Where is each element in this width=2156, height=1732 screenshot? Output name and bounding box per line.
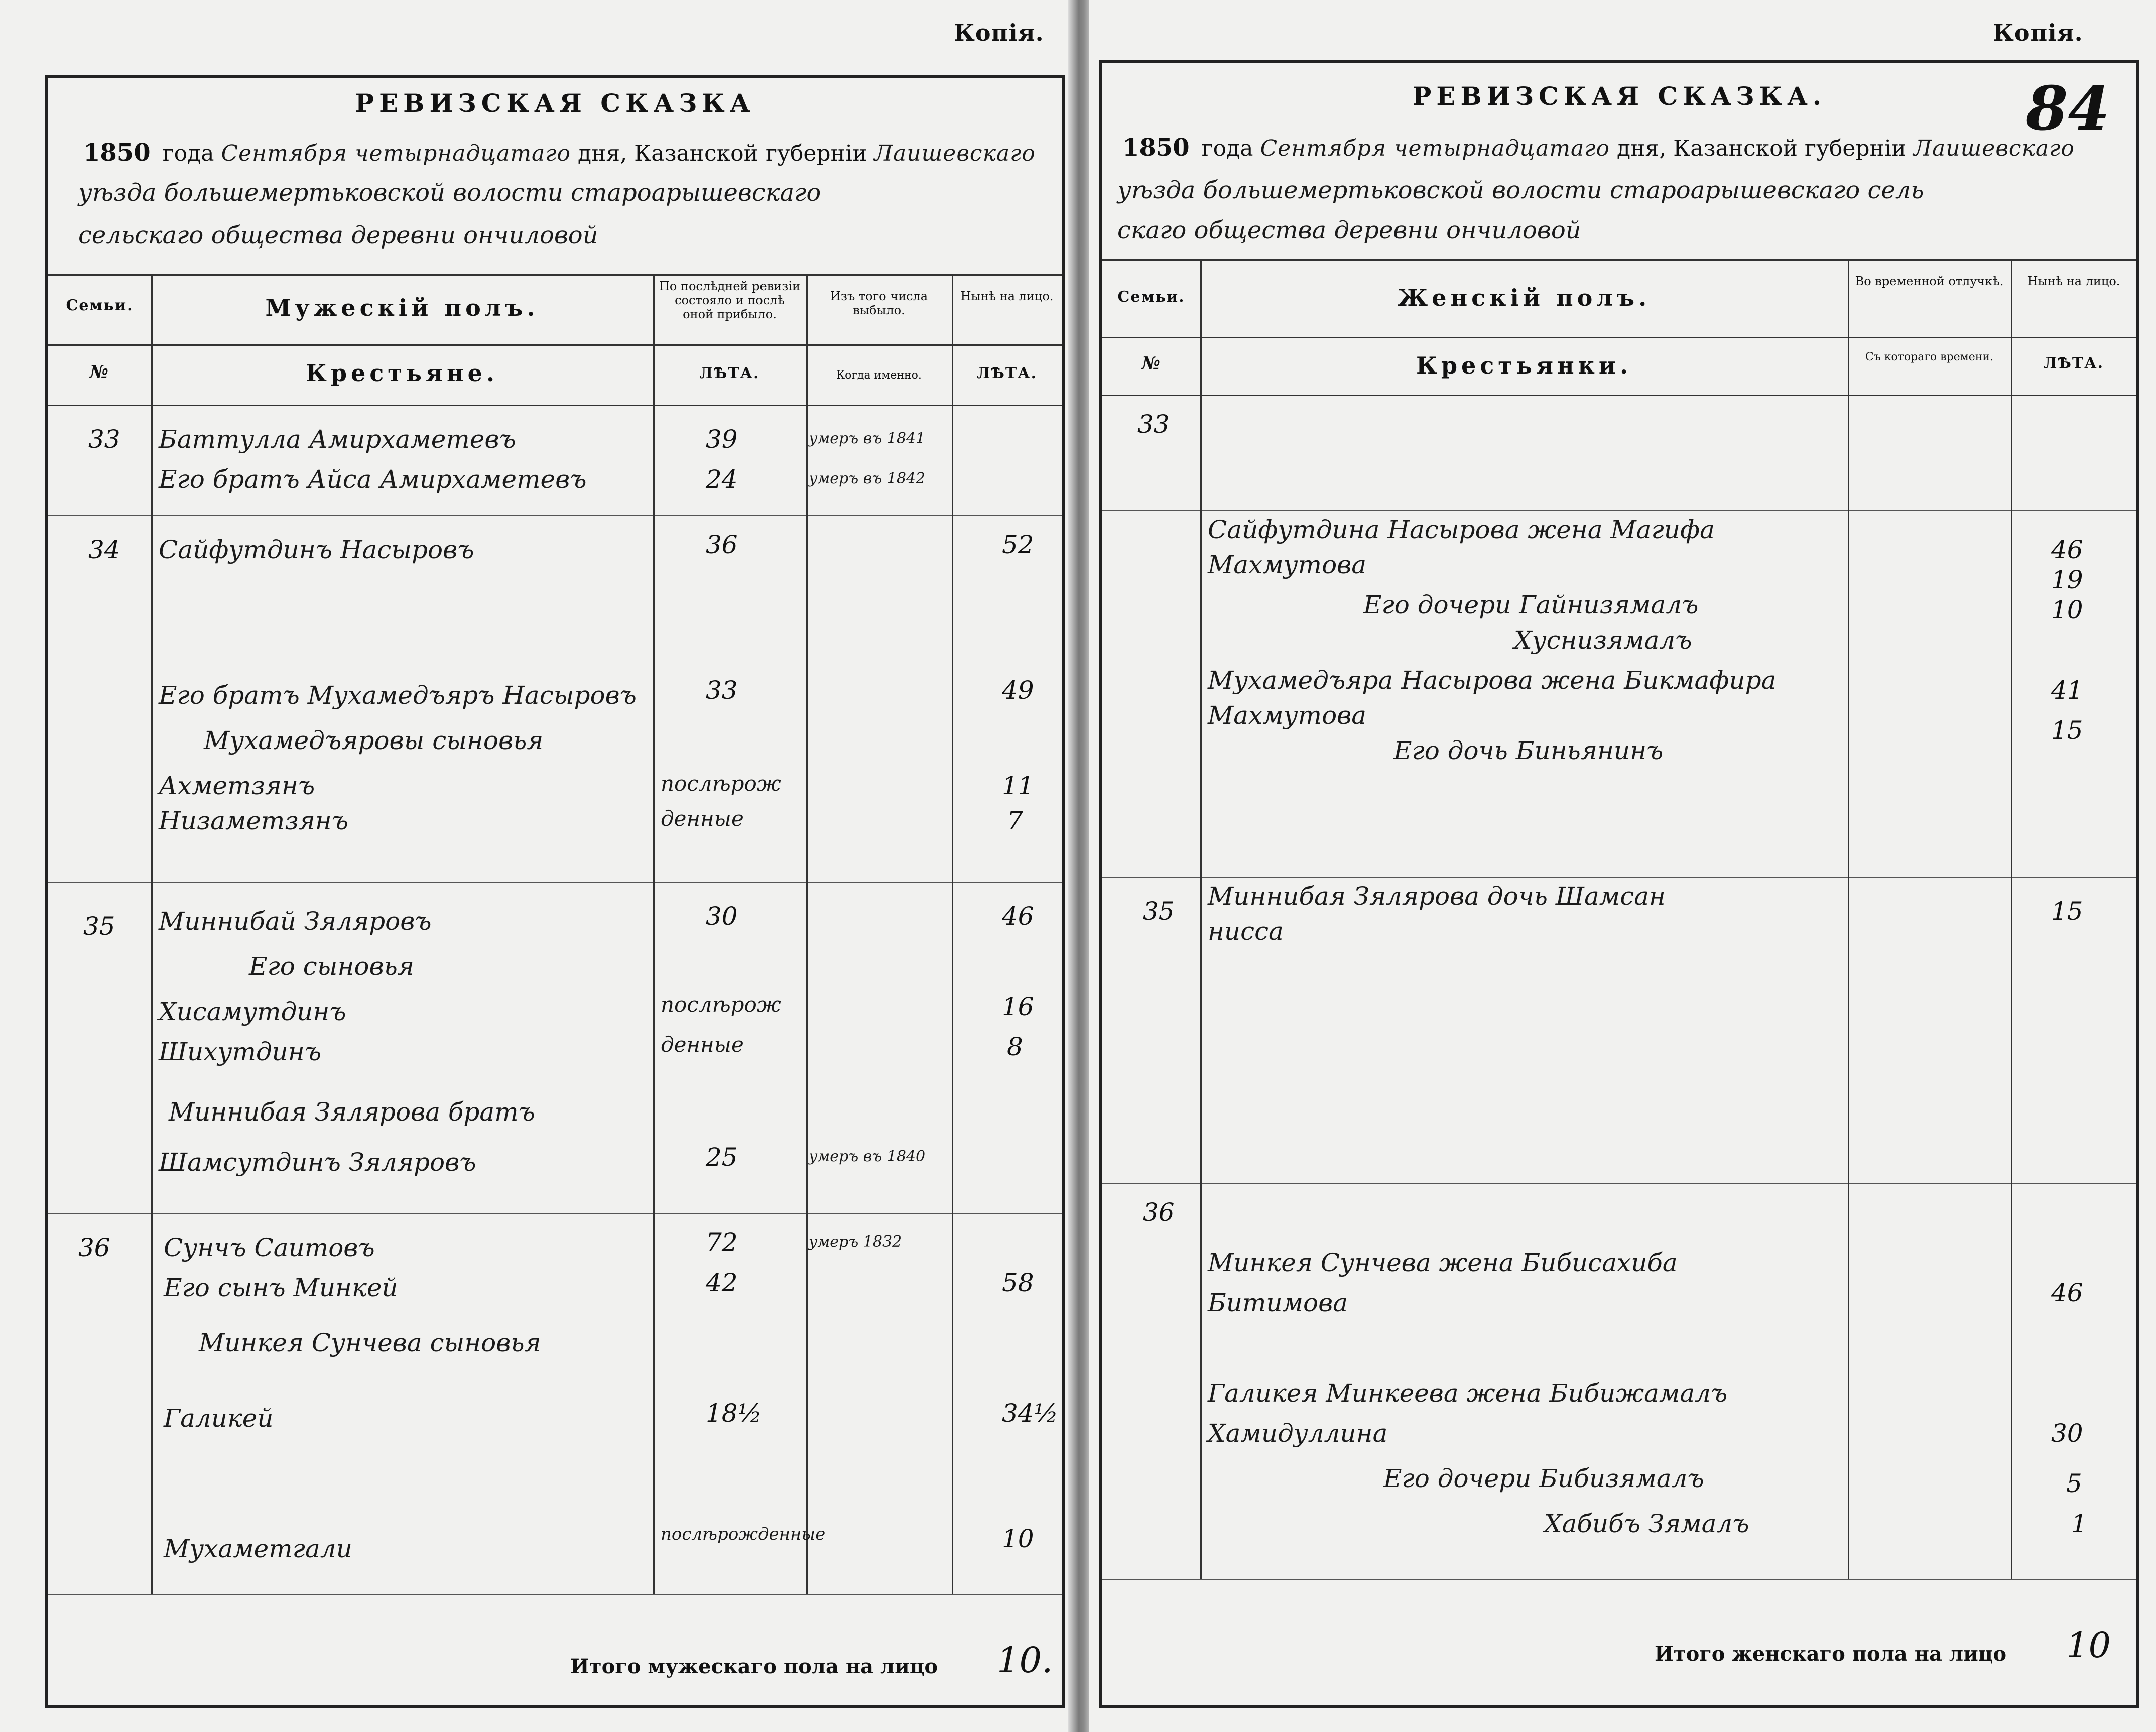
header-line-1: 1850 года Сентября четырнадцатаго дня, Казанской губерніи Лаишевскаго <box>1122 134 2075 162</box>
now-age: 5 <box>2066 1469 2082 1498</box>
departed-when: умеръ въ 1840 <box>809 1148 926 1165</box>
year: 1850 <box>83 139 151 167</box>
col-now: Нынѣ на лицо. <box>960 289 1054 303</box>
now-age: 7 <box>1007 806 1023 835</box>
list-item: Шамсутдинъ Зяляровъ <box>159 1148 476 1177</box>
district-handwritten: Лаишевскаго <box>874 141 1036 166</box>
departed-when: умеръ въ 1842 <box>809 470 926 487</box>
list-item: Миннибая Зялярова дочь Шамсан <box>1208 882 1666 911</box>
list-item: Сайфутдинъ Насыровъ <box>159 535 474 564</box>
col-away: Во временной отлучкѣ. <box>1855 274 2004 288</box>
rev-age: 72 <box>706 1228 738 1257</box>
list-item: Битимова <box>1208 1288 1348 1317</box>
list-item: Галикей <box>164 1404 274 1433</box>
list-item: Низаметзянъ <box>159 806 348 835</box>
list-item: Шихутдинъ <box>159 1037 322 1066</box>
list-item: Его братъ Айса Амирхаметевъ <box>159 465 587 494</box>
date-handwritten: Сентября четырнадцатаго <box>1260 136 1610 161</box>
list-item: Его дочери Бибизямалъ <box>1383 1464 1704 1493</box>
rev-age: 33 <box>706 676 738 705</box>
right-page <box>1089 0 2156 1732</box>
now-age: 8 <box>1007 1032 1023 1061</box>
year: 1850 <box>1122 134 1190 162</box>
now-age: 10 <box>2051 595 2083 625</box>
header-line-2: уѣзда большемертьковской волости староарышевскаго сель <box>1117 176 1924 204</box>
header-line-3: скаго общества деревни ончиловой <box>1117 216 1581 244</box>
male-total-value: 10. <box>997 1640 1053 1681</box>
now-age: 46 <box>2051 1278 2083 1307</box>
page-number-handwritten: 84 <box>2026 73 2110 144</box>
rev-age: 30 <box>706 902 738 931</box>
col-now: Нынѣ на лицо. <box>2027 274 2120 288</box>
list-item: Ахметзянъ <box>159 771 315 800</box>
now-age: 30 <box>2051 1419 2083 1448</box>
header-line-1: 1850 года Сентября четырнадцатаго дня, Казанской губерніи Лаишевскаго <box>83 139 1036 167</box>
list-item: Его братъ Мухамедъяръ Насыровъ <box>159 681 637 710</box>
now-age: 10 <box>1002 1524 1034 1553</box>
now-age: 46 <box>2051 535 2083 564</box>
family-number: 34 <box>88 535 120 564</box>
list-item: Его сынъ Минкей <box>164 1273 398 1302</box>
rev-note: денные <box>661 806 744 831</box>
rev-note: послѣрожденные <box>661 1524 826 1544</box>
sub-years: ЛѢТА. <box>2043 354 2104 372</box>
now-age: 15 <box>2051 716 2083 745</box>
sub-years-now: ЛѢТА. <box>976 364 1038 382</box>
departed-when: умеръ 1832 <box>809 1233 902 1251</box>
rev-age: 24 <box>706 465 738 494</box>
list-item: Мухамедъяровы сыновья <box>204 726 544 755</box>
form-frame <box>1099 60 2139 1708</box>
family-number: 33 <box>1137 410 1170 439</box>
sub-no: № <box>90 362 109 382</box>
header-line-2: уѣзда большемертьковской волости староарышевскаго <box>78 179 821 207</box>
female-total-value: 10 <box>2066 1625 2111 1666</box>
sub-peasants: Крестьяне. <box>306 359 498 387</box>
date-handwritten: Сентября четырнадцатаго <box>221 141 571 166</box>
col-departed: Изъ того числа выбыло. <box>830 289 928 317</box>
col-family: Семьи. <box>66 297 134 314</box>
form-title: РЕВИЗСКАЯ СКАЗКА <box>355 88 755 118</box>
list-item: Минкея Сунчева сыновья <box>199 1328 541 1357</box>
sub-no: № <box>1142 353 1161 374</box>
now-age: 34½ <box>1002 1399 1059 1428</box>
sub-peasant-women: Крестьянки. <box>1416 352 1632 379</box>
now-age: 41 <box>2051 676 2083 705</box>
list-item: Его дочь Биньянинъ <box>1393 736 1664 765</box>
departed-when: умеръ въ 1841 <box>809 430 926 447</box>
copy-label: Копія. <box>954 19 1044 46</box>
col-last-revision: По послѣдней ревизіи состояло и послѣ оной прибыло. <box>659 279 801 321</box>
family-number: 35 <box>83 912 115 941</box>
form-title: РЕВИЗСКАЯ СКАЗКА. <box>1412 81 1827 111</box>
now-age: 15 <box>2051 897 2083 926</box>
list-item: Хамидуллина <box>1208 1419 1388 1448</box>
rev-age: 25 <box>706 1143 738 1172</box>
now-age: 11 <box>1002 771 1034 800</box>
now-age: 52 <box>1002 530 1034 559</box>
list-item: нисса <box>1208 917 1284 946</box>
male-total-label: Итого мужескаго пола на лицо <box>570 1655 938 1678</box>
list-item: Баттулла Амирхаметевъ <box>159 425 516 454</box>
col-male: Мужескій полъ. <box>265 294 539 321</box>
rev-note: послѣрож <box>661 771 781 796</box>
rev-age: 36 <box>706 530 738 559</box>
now-age: 1 <box>2071 1509 2087 1538</box>
copy-label: Копія. <box>1993 19 2083 46</box>
rev-note: денные <box>661 1032 744 1057</box>
list-item: Сунчъ Саитовъ <box>164 1233 375 1262</box>
now-age: 19 <box>2051 565 2083 594</box>
list-item: Хуснизямалъ <box>1514 626 1692 655</box>
sub-when: Когда именно. <box>836 369 922 382</box>
col-female: Женскій полъ. <box>1397 284 1651 311</box>
sub-years: ЛѢТА. <box>699 364 760 382</box>
now-age: 49 <box>1002 676 1034 705</box>
list-item: Мухаметгали <box>164 1534 352 1563</box>
now-age: 16 <box>1002 992 1034 1021</box>
now-age: 58 <box>1002 1268 1034 1297</box>
list-item: Сайфутдина Насырова жена Магифа <box>1208 515 1715 544</box>
form-frame <box>45 75 1065 1708</box>
rev-age: 42 <box>706 1268 738 1297</box>
family-number: 33 <box>88 425 120 454</box>
sub-since: Съ котораго времени. <box>1865 351 1994 363</box>
family-number: 35 <box>1143 897 1175 926</box>
now-age: 46 <box>1002 902 1034 931</box>
list-item: Мухамедъяра Насырова жена Бикмафира <box>1208 666 1777 695</box>
list-item: Его сыновья <box>249 952 414 981</box>
list-item: Махмутова <box>1208 701 1367 730</box>
left-page <box>0 0 1074 1732</box>
list-item: Миннибая Зялярова братъ <box>169 1097 535 1127</box>
list-item: Хабибъ Зямалъ <box>1544 1509 1749 1538</box>
female-total-label: Итого женскаго пола на лицо <box>1655 1642 2006 1666</box>
list-item: Галикея Минкеева жена Бибижамалъ <box>1208 1379 1728 1408</box>
family-number: 36 <box>1143 1198 1175 1227</box>
rev-age: 18½ <box>706 1399 763 1428</box>
header-line-3: сельскаго общества деревни ончиловой <box>78 221 598 250</box>
district-handwritten: Лаишевскаго <box>1913 136 2075 161</box>
col-family: Семьи. <box>1117 288 1185 306</box>
list-item: Миннибай Зяляровъ <box>159 907 432 936</box>
list-item: Минкея Сунчева жена Бибисахиба <box>1208 1248 1678 1277</box>
list-item: Махмутова <box>1208 550 1367 579</box>
rev-note: послѣрож <box>661 992 781 1017</box>
rev-age: 39 <box>706 425 738 454</box>
list-item: Его дочери Гайнизямалъ <box>1363 590 1699 620</box>
family-number: 36 <box>78 1233 110 1262</box>
list-item: Хисамутдинъ <box>159 997 346 1026</box>
